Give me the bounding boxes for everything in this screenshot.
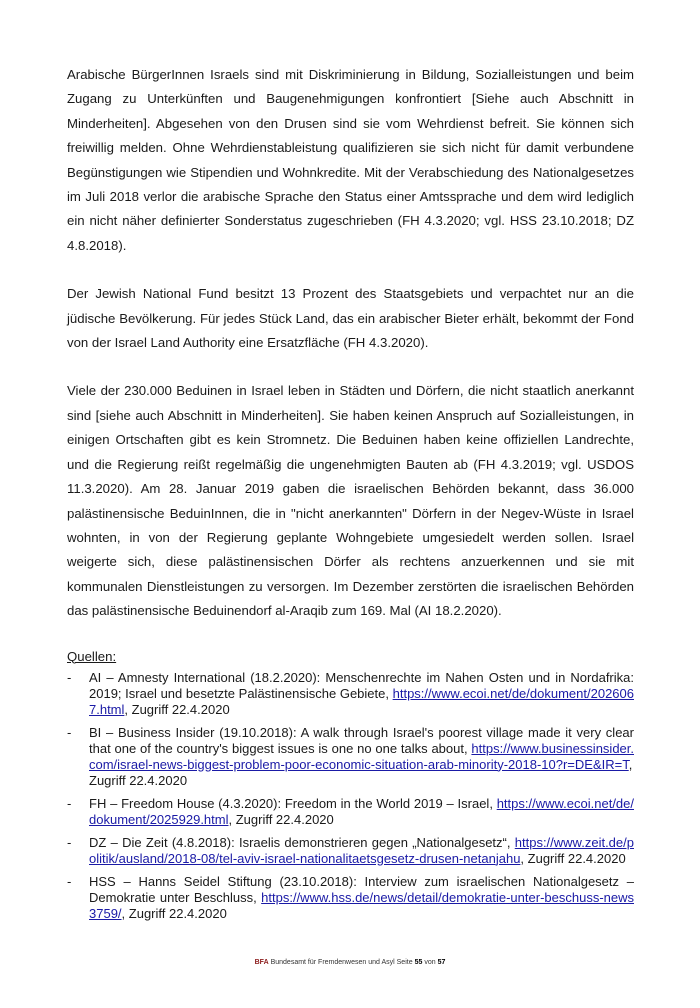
page-footer [0, 958, 700, 1008]
access-date: , Zugriff 22.4.2020 [520, 850, 626, 866]
source-text: DZ – Die Zeit (4.8.2018): Israelis demonstrieren gegen „Nationalgesetz“, [89, 834, 515, 850]
sources-heading: Quellen: [67, 648, 117, 664]
source-link[interactable]: https://www.ecoi.net/de/dokument/2026067.html [89, 685, 634, 717]
source-item [67, 670, 634, 718]
footer-of: von [424, 958, 436, 966]
source-text: AI – Amnesty International (18.2.2020): Menschenrechte im Nahen Osten und in Nordafrika: 2019; Israel und besetzte Palästinensische Gebiete, [89, 669, 634, 701]
page-total: 57 [437, 958, 446, 966]
bullet: - [67, 669, 72, 685]
bullet: - [67, 873, 72, 889]
source-item [67, 796, 634, 828]
source-link[interactable]: https://www.hss.de/news/detail/demokratie-unter-beschuss-news3759/ [89, 889, 634, 921]
page-number: 55 [414, 958, 423, 966]
source-text: HSS – Hanns Seidel Stiftung (23.10.2018): Interview zum israelischen Nationalgesetz – Demokratie unter Beschluss, [89, 873, 634, 905]
source-link[interactable]: https://www.businessinsider.com/israel-news-biggest-problem-poor-economic-situation-arab-minority-2018-10?r=DE&IR=T [89, 740, 634, 772]
access-date: , Zugriff 22.4.2020 [89, 756, 633, 788]
source-link[interactable]: https://www.ecoi.net/de/dokument/2025929.html [89, 795, 634, 827]
source-text: FH – Freedom House (4.3.2020): Freedom in the World 2019 – Israel, [89, 795, 497, 811]
source-item [67, 874, 634, 922]
access-date: , Zugriff 22.4.2020 [121, 905, 227, 921]
source-item [67, 725, 634, 789]
sources-list [67, 670, 634, 922]
source-link[interactable]: https://www.zeit.de/politik/ausland/2018-08/tel-aviv-israel-nationalitaetsgesetz-drusen-netanjahu [89, 834, 634, 866]
bullet: - [67, 834, 72, 850]
paragraph: Viele der 230.000 Beduinen in Israel leben in Städten und Dörfern, die nicht staatlich anerkannt sind [siehe auch Abschnitt in Minderheiten]. Sie haben keinen Anspruch auf Sozialleistungen, in einigen Ortschaften gibt es kein Stromnetz. Die Beduinen haben keine offiziellen Landrechte, und die Regierung reißt regelmäßig die ungenehmigten Bauten ab (FH 4.3.2019; vgl. USDOS 11.3.2020). Am 28. Januar 2019 gaben die israelischen Behörden bekannt, dass 36.000 palästinensische BeduinInnen, die in "nicht anerkannten" Dörfern in der Negev-Wüste in Israel wohnten, in von der Regierung geplante Wohngebiete umgesiedelt werden sollen. Israel weigerte sich, diese palästinensischen Dörfer als rechtens anzuerkennen und sie mit kommunalen Dienstleistungen zu versorgen. Im Dezember zerstörten die israelischen Behörden das palästinensische Beduinendorf al-Araqib zum 169. Mal (AI 18.2.2020). [67, 383, 634, 619]
paragraph: Der Jewish National Fund besitzt 13 Prozent des Staatsgebiets und verpachtet nur an die jüdische Bevölkerung. Für jedes Stück Land, das ein arabischer Bieter erhält, bekommt der Fond von der Israel Land Authority eine Ersatzfläche (FH 4.3.2020). [67, 286, 634, 351]
access-date: , Zugriff 22.4.2020 [228, 811, 334, 827]
paragraph: Arabische BürgerInnen Israels sind mit Diskriminierung in Bildung, Sozialleistungen und beim Zugang zu Unterkünften und Baugenehmigungen konfrontiert [Siehe auch Abschnitt in Minderheiten]. Abgesehen von den Drusen sind sie vom Wehrdienst befreit. Sie können sich freiwillig melden. Ohne Wehrdienstableistung qualifizieren sie sich nicht für damit verbundene Begünstigungen wie Stipendien und Wohnkredite. Mit der Verabschiedung des Nationalgesetzes im Juli 2018 verlor die arabische Sprache den Status einer Amtssprache und dem wird lediglich ein nicht näher definierter Sonderstatus zugeschrieben (FH 4.3.2020; vgl. HSS 23.10.2018; DZ 4.8.2018). [67, 67, 634, 253]
source-item [67, 835, 634, 867]
bullet: - [67, 724, 72, 740]
source-text: BI – Business Insider (19.10.2018): A walk through Israel's poorest village made it very clear that one of the country's biggest issues is one no one talks about, [89, 724, 634, 756]
access-date: , Zugriff 22.4.2020 [124, 701, 230, 717]
document-body [67, 0, 634, 922]
bfa-logo: BFA [254, 958, 269, 966]
footer-org: Bundesamt für Fremdenwesen und Asyl Seite [270, 958, 413, 966]
bullet: - [67, 795, 72, 811]
